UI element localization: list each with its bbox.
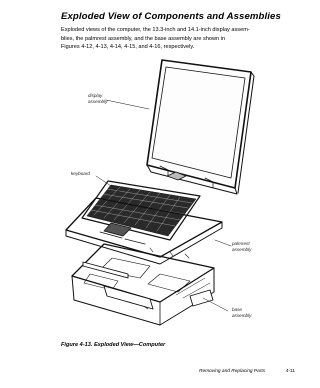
callout-keyboard	[71, 171, 90, 177]
intro-line-2: blies, the palmrest assembly, and the base assembly are shown in	[61, 35, 226, 42]
callout-base-assembly	[232, 307, 251, 318]
keyboard-drawing	[82, 181, 200, 240]
figure-caption: Figure 4-13. Exploded View—Computer	[61, 342, 166, 348]
callout-base-line-1: base	[232, 307, 242, 312]
drive-modules-drawing	[83, 248, 213, 309]
callout-display-line-2: assembly	[88, 98, 108, 104]
base-assembly-drawing	[72, 244, 214, 325]
callout-palmrest-assembly	[232, 241, 251, 252]
footer-section-name: Removing and Replacing Parts	[199, 369, 266, 374]
callout-display-assembly	[88, 93, 107, 104]
callout-palmrest-line-1: palmrest	[232, 241, 250, 246]
display-assembly-drawing	[147, 60, 254, 194]
callout-keyboard-line-1: keyboard	[71, 171, 90, 176]
intro-line-1: Exploded views of the computer, the 13.3-inch and 14.1-inch display assem-	[61, 27, 250, 33]
intro-line-3: Figures 4-12, 4-13, 4-14, 4-15, and 4-16, respectively.	[61, 44, 195, 51]
page-number: 4-11	[285, 369, 295, 374]
callout-palmrest-line-2: assembly	[232, 246, 252, 252]
section-title: Exploded View of Components and Assemblies	[61, 11, 281, 22]
page-footer	[199, 369, 295, 374]
callout-display-line-1: display	[88, 93, 103, 98]
callout-base-line-2: assembly	[232, 312, 252, 318]
